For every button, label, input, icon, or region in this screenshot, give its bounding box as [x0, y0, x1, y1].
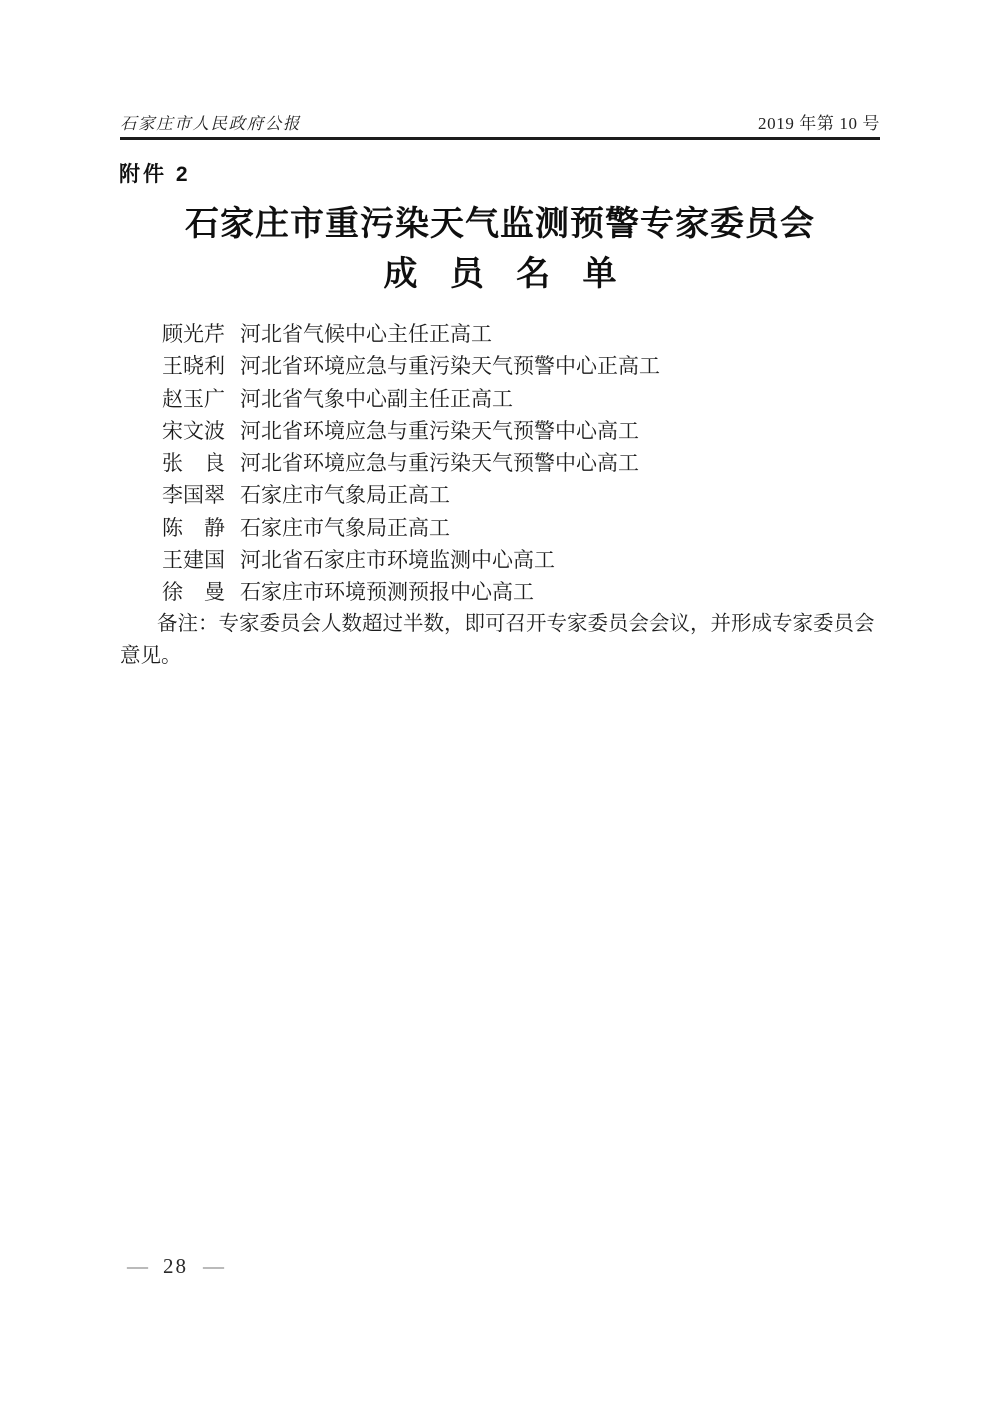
member-title: 河北省环境应急与重污染天气预警中心高工 [240, 451, 639, 476]
member-row [162, 544, 900, 576]
page-header [120, 110, 880, 134]
member-row [162, 415, 900, 447]
issue-number: 2019 年第 10 号 [758, 114, 880, 133]
member-row [162, 512, 900, 544]
member-list [120, 318, 900, 609]
member-name: 徐 曼 [162, 580, 225, 605]
member-name: 宋文波 [162, 418, 225, 443]
member-row [162, 383, 900, 415]
member-name: 王晓利 [162, 354, 225, 379]
header-rule [120, 137, 880, 140]
title-line-2: 成员名单 [383, 256, 649, 293]
member-name: 顾光芹 [162, 322, 225, 346]
footer-dash-left: — [127, 1254, 148, 1278]
page-footer [127, 1253, 224, 1279]
publication-name: 石家庄市人民政府公报 [120, 114, 301, 133]
member-title: 石家庄市气象局正高工 [240, 515, 450, 540]
member-title: 河北省石家庄市环境监测中心高工 [240, 548, 555, 573]
document-title [120, 204, 880, 297]
member-row [162, 576, 900, 608]
member-name: 赵玉广 [162, 386, 225, 411]
member-name: 王建国 [162, 548, 225, 573]
member-title: 石家庄市环境预测预报中心高工 [240, 580, 534, 605]
member-title: 河北省气象中心副主任正高工 [240, 386, 513, 411]
member-name: 李国翠 [162, 483, 225, 508]
member-row [162, 318, 900, 350]
member-row [162, 447, 900, 479]
member-row [162, 479, 900, 511]
member-title: 河北省环境应急与重污染天气预警中心高工 [240, 418, 639, 443]
page-number: 28 [163, 1254, 188, 1278]
member-title: 河北省气候中心主任正高工 [240, 322, 492, 346]
note-line-1: 备注：专家委员会人数超过半数，即可召开专家委员会会议，并形成专家委员会 [157, 613, 875, 635]
member-row [162, 350, 900, 382]
note-line-2: 意见。 [120, 645, 182, 668]
member-title: 河北省环境应急与重污染天气预警中心正高工 [240, 354, 660, 379]
footer-dash-right: — [203, 1254, 224, 1278]
member-name: 张 良 [162, 451, 225, 476]
title-line-1: 石家庄市重污染天气监测预警专家委员会 [185, 206, 815, 243]
attachment-label: 附件 2 [119, 163, 191, 186]
member-name: 陈 静 [162, 515, 225, 540]
note-paragraph [120, 608, 920, 673]
member-title: 石家庄市气象局正高工 [240, 483, 450, 508]
